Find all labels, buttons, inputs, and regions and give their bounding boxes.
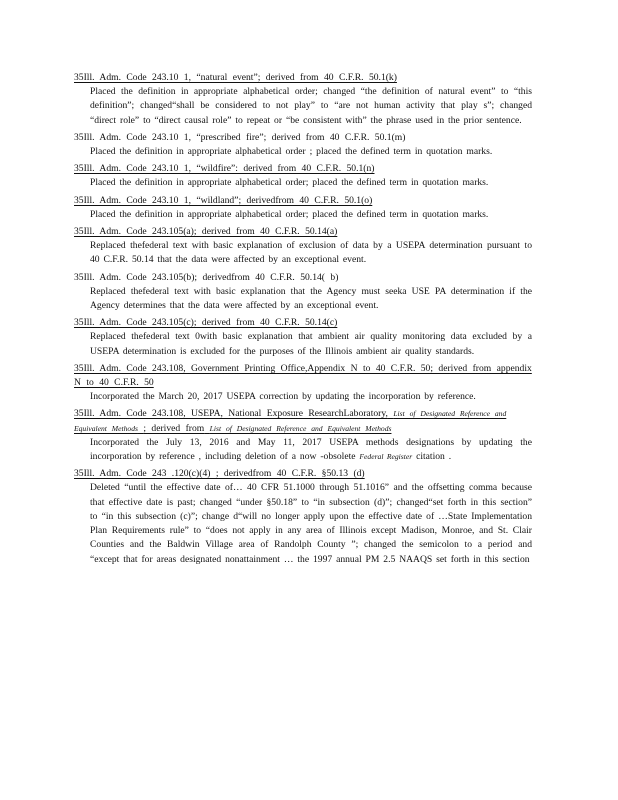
entry-text	[74, 436, 532, 464]
entry-heading: 35Ill. Adm. Code 243.10 1, “natural event”; derived from 40 C.F.R. 50.1(k)	[74, 72, 397, 83]
entry-heading-part: 35Ill. Adm. Code 243.108, USEPA, National Exposure ResearchLaboratory,	[74, 408, 388, 420]
entry-heading-title: List of Designated Reference and Equivalent Methods	[209, 423, 392, 433]
amendment-entry	[74, 225, 532, 268]
amendment-entry	[74, 467, 532, 566]
entry-text: Deleted “until the effective date of… 40 CFR 51.1000 through 51.1016” and the offsetting comma because that effective date is past; changed “under §50.18” to “in subsection (d)”; changed“set forth in this section” to “in this subsection (c)”; change d“will no longer apply upon the effective date of …State Implementation Plan Requirements rule” to “does not apply in any area of Illinois except Madison, Monroe, and St. Clair Counties and the Baldwin Village area of Randolph County ”; changed the semicolon to a period and “except that for areas designated nonattainment … the 1997 annual PM 2.5 NAAQS set forth in this section	[90, 482, 532, 565]
amendment-entry	[74, 271, 532, 314]
entry-text-part: Incorporated the July 13, 2016 and May 11, 2017 USEPA methods designations by updating the incorporation by reference , including deletion of a now -obsolete	[90, 436, 532, 463]
entry-heading: 35Ill. Adm. Code 243.105(a); derived from 40 C.F.R. 50.14(a)	[74, 226, 338, 238]
entry-heading-title: List of Designated Reference and Equivalent Methods	[74, 409, 507, 433]
entry-text: Replaced thefederal text 0with basic explanation that ambient air quality monitoring data excluded by a USEPA determination is excluded for the purposes of the Illinois ambient air quality standards.	[90, 331, 532, 357]
entry-text: Placed the definition in appropriate alphabetical order; changed “the definition of natural event” to “this definition”; changed“shall be considered to not play” to “are not human activity that play s”; changed “direct role” to “direct causal role” to repeat or “be consistent with” the phrase used in the prior sentence.	[90, 86, 532, 126]
amendment-entry	[74, 316, 532, 359]
amendment-entry	[74, 407, 532, 464]
entry-heading-part: ; derived from	[143, 422, 205, 434]
entry-heading: 35Ill. Adm. Code 243 .120(c)(4) ; derivedfrom 40 C.F.R. §50.13 (d)	[74, 468, 365, 480]
entry-text: Placed the definition in appropriate alphabetical order; placed the defined term in quotation marks.	[90, 177, 489, 189]
entry-heading: 35Ill. Adm. Code 243.105(c); derived from 40 C.F.R. 50.14(c)	[74, 317, 338, 329]
entry-heading: 35Ill. Adm. Code 243.105(b); derivedfrom 40 C.F.R. 50.14( b)	[74, 271, 339, 283]
entry-text: Replaced thefederal text with basic explanation that the Agency must seeka USE PA determination if the Agency determines that the data were affected by an exceptional event.	[90, 285, 532, 312]
entry-heading: 35Ill. Adm. Code 243.10 1, “prescribed fire”; derived from 40 C.F.R. 50.1(m)	[74, 131, 406, 143]
entry-text: Replaced thefederal text with basic explanation of exclusion of data by a USEPA determination pursuant to 40 C.F.R. 50.14 that the data were affected by an exceptional event.	[90, 240, 532, 266]
document-page	[74, 71, 532, 570]
amendment-entry	[74, 71, 532, 128]
entry-heading: 35Ill. Adm. Code 243.10 1, “wildland”; derivedfrom 40 C.F.R. 50.1(o)	[74, 194, 373, 206]
amendment-entry	[74, 131, 532, 159]
entry-text: Incorporated the March 20, 2017 USEPA correction by updating the incorporation by reference.	[90, 391, 476, 403]
amendment-entry	[74, 162, 532, 190]
entry-heading: 35Ill. Adm. Code 243.10 1, “wildfire”: derived from 40 C.F.R. 50.1(n)	[74, 163, 375, 175]
entry-text-part: citation .	[416, 451, 452, 463]
entry-text-title: Federal Register	[359, 452, 413, 462]
entry-heading: 35Ill. Adm. Code 243.108, Government Printing Office,Appendix N to 40 C.F.R. 50; derived from appendix N to 40 C.F.R. 50	[74, 362, 532, 389]
entry-text: Placed the definition in appropriate alphabetical order; placed the defined term in quotation marks.	[90, 208, 489, 220]
amendment-entry	[74, 194, 532, 222]
entry-heading	[74, 407, 532, 435]
entry-text: Placed the definition in appropriate alphabetical order ; placed the defined term in quotation marks.	[90, 146, 493, 158]
amendment-entry	[74, 362, 532, 405]
